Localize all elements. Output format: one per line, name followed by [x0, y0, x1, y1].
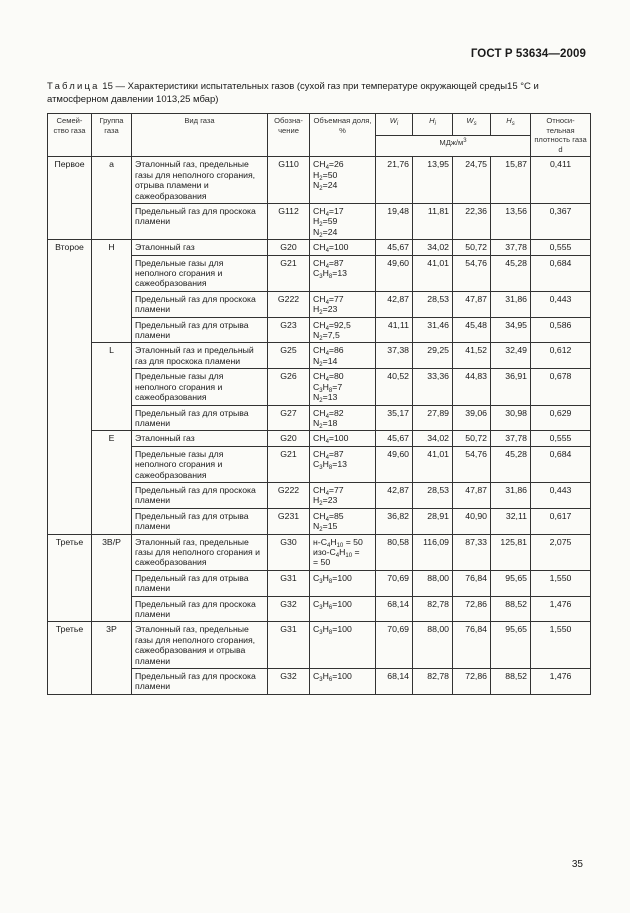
caption-label: Таблица	[47, 81, 100, 92]
value-hi: 27,89	[413, 405, 453, 431]
value-hi: 28,91	[413, 508, 453, 534]
value-density: 0,443	[531, 291, 591, 317]
value-hi: 82,78	[413, 669, 453, 695]
gas-code: G31	[268, 622, 310, 669]
value-hi: 41,01	[413, 255, 453, 291]
value-density: 1,476	[531, 669, 591, 695]
gas-kind: Эталонный газ и предельный газ для проскока пламени	[132, 343, 268, 369]
table-row	[48, 343, 591, 369]
gas-composition: $C_3H_8=100$	[310, 622, 376, 669]
gas-code: G222	[268, 482, 310, 508]
gas-code: G21	[268, 255, 310, 291]
gas-code: G23	[268, 317, 310, 343]
gas-code: G32	[268, 669, 310, 695]
value-density: 1,476	[531, 596, 591, 622]
gas-group: L	[92, 343, 132, 431]
value-wi: 21,76	[376, 157, 413, 204]
gas-kind: Эталонный газ	[132, 240, 268, 255]
gas-code: G27	[268, 405, 310, 431]
value-ws: 24,75	[453, 157, 491, 204]
value-wi: 68,14	[376, 669, 413, 695]
value-wi: 40,52	[376, 369, 413, 405]
value-hi: 88,00	[413, 622, 453, 669]
gas-code: G112	[268, 204, 310, 240]
value-wi: 45,67	[376, 240, 413, 255]
value-density: 0,612	[531, 343, 591, 369]
value-hs: 45,28	[491, 255, 531, 291]
value-wi: 45,67	[376, 431, 413, 446]
value-hi: 29,25	[413, 343, 453, 369]
value-hi: 28,53	[413, 291, 453, 317]
value-ws: 72,86	[453, 669, 491, 695]
gas-group: Е	[92, 431, 132, 534]
value-density: 0,678	[531, 369, 591, 405]
gas-kind: Предельный газ для проскока пламени	[132, 291, 268, 317]
value-density: 0,586	[531, 317, 591, 343]
gas-code: G31	[268, 570, 310, 596]
gas-composition: $CH_4=92,5$ $N_2=7,5$	[310, 317, 376, 343]
gas-kind: Эталонный газ, предельные газы для неполного сгорания и сажеобразования	[132, 534, 268, 570]
value-density: 0,555	[531, 431, 591, 446]
gas-composition: $C_3H_6=100$	[310, 596, 376, 622]
value-hs: 95,65	[491, 622, 531, 669]
gas-family: Третье	[48, 534, 92, 622]
table-row	[48, 240, 591, 255]
value-hs: 37,78	[491, 240, 531, 255]
gas-code: G30	[268, 534, 310, 570]
table-row	[48, 534, 591, 570]
gas-code: G231	[268, 508, 310, 534]
value-wi: 49,60	[376, 446, 413, 482]
gas-code: G222	[268, 291, 310, 317]
gas-kind: Предельный газ для отрыва пламени	[132, 405, 268, 431]
gas-composition: $CH_4=86$ $N_2=14$	[310, 343, 376, 369]
gas-composition: $CH_4=87$ $C_3H_8=13$	[310, 446, 376, 482]
gas-group: Н	[92, 240, 132, 343]
header-group: Группа газа	[92, 114, 132, 157]
gas-composition: $C_3H_8=100$	[310, 570, 376, 596]
gas-composition: $CH_4=80$ $C_3H_8=7$ $N_2=13$	[310, 369, 376, 405]
header-energy-unit: МДж/$м^3$	[376, 135, 531, 157]
value-hs: 13,56	[491, 204, 531, 240]
value-wi: 42,87	[376, 291, 413, 317]
gas-kind: Предельный газ для проскока пламени	[132, 482, 268, 508]
value-wi: 49,60	[376, 255, 413, 291]
value-hs: 15,87	[491, 157, 531, 204]
value-ws: 72,86	[453, 596, 491, 622]
gas-code: G21	[268, 446, 310, 482]
value-wi: 70,69	[376, 622, 413, 669]
value-wi: 68,14	[376, 596, 413, 622]
gas-composition: $C_3H_6=100$	[310, 669, 376, 695]
test-gases-table	[47, 113, 591, 695]
value-ws: 45,48	[453, 317, 491, 343]
header-density: Относи-тельная плотность газа d	[531, 114, 591, 157]
gas-family: Третье	[48, 622, 92, 694]
gas-kind: Эталонный газ, предельные газы для неполного сгорания, сажеобразования и отрыва пламени	[132, 622, 268, 669]
value-wi: 41,11	[376, 317, 413, 343]
header-family: Семей-ство газа	[48, 114, 92, 157]
gas-kind: Предельный газ для отрыва пламени	[132, 508, 268, 534]
gas-composition: $н-C_4H_{10} = 50$ изо-$C_4H_{10}$ = = 50	[310, 534, 376, 570]
gas-composition: $CH_4=77$ $H_2=23$	[310, 291, 376, 317]
value-wi: 35,17	[376, 405, 413, 431]
value-density: 1,550	[531, 570, 591, 596]
gas-code: G20	[268, 240, 310, 255]
gas-composition: $CH_4=100$	[310, 240, 376, 255]
value-density: 1,550	[531, 622, 591, 669]
value-ws: 41,52	[453, 343, 491, 369]
value-hs: 31,86	[491, 482, 531, 508]
gas-code: G25	[268, 343, 310, 369]
gas-group: a	[92, 157, 132, 240]
value-ws: 40,90	[453, 508, 491, 534]
value-ws: 50,72	[453, 240, 491, 255]
gas-composition: $CH_4=77$ $H_2=23$	[310, 482, 376, 508]
value-hs: 31,86	[491, 291, 531, 317]
gas-code: G26	[268, 369, 310, 405]
value-ws: 44,83	[453, 369, 491, 405]
value-wi: 37,38	[376, 343, 413, 369]
header-wi: $W_i$	[376, 114, 413, 136]
value-density: 0,629	[531, 405, 591, 431]
header-gas-kind: Вид газа	[132, 114, 268, 157]
gas-kind: Предельные газы для неполного сгорания и сажеобразования	[132, 255, 268, 291]
gas-composition: $CH_4=82$ $N_2=18$	[310, 405, 376, 431]
value-density: 2,075	[531, 534, 591, 570]
gas-code: G20	[268, 431, 310, 446]
value-hi: 41,01	[413, 446, 453, 482]
header-ws: $W_s$	[453, 114, 491, 136]
gas-code: G32	[268, 596, 310, 622]
value-hs: 32,11	[491, 508, 531, 534]
value-hs: 88,52	[491, 596, 531, 622]
table-row	[48, 622, 591, 669]
value-ws: 54,76	[453, 255, 491, 291]
value-density: 0,555	[531, 240, 591, 255]
value-wi: 80,58	[376, 534, 413, 570]
gas-kind: Предельный газ для отрыва пламени	[132, 317, 268, 343]
value-hi: 33,36	[413, 369, 453, 405]
value-hs: 30,98	[491, 405, 531, 431]
value-hs: 45,28	[491, 446, 531, 482]
header-hs: $H_s$	[491, 114, 531, 136]
value-hs: 32,49	[491, 343, 531, 369]
gas-group: 3Р	[92, 622, 132, 694]
gas-family: Второе	[48, 240, 92, 534]
value-density: 0,684	[531, 255, 591, 291]
table-row	[48, 157, 591, 204]
value-hs: 36,91	[491, 369, 531, 405]
header-hi: $H_i$	[413, 114, 453, 136]
caption-text: 15 — Характеристики испытательных газов (сухой газ при температуре окружающей среды15 °С и атмосферном давлении 1013,25 мбар)	[47, 81, 539, 105]
gas-composition: $CH_4=26$ $H_2=50$ $N_2=24$	[310, 157, 376, 204]
value-hi: 116,09	[413, 534, 453, 570]
value-ws: 54,76	[453, 446, 491, 482]
value-hs: 95,65	[491, 570, 531, 596]
value-ws: 39,06	[453, 405, 491, 431]
value-hi: 34,02	[413, 431, 453, 446]
table-body	[48, 157, 591, 694]
value-ws: 47,87	[453, 291, 491, 317]
value-hs: 34,95	[491, 317, 531, 343]
gas-group: 3В/Р	[92, 534, 132, 622]
value-hs: 37,78	[491, 431, 531, 446]
gas-kind: Предельные газы для неполного сгорания и сажеобразования	[132, 369, 268, 405]
value-hi: 88,00	[413, 570, 453, 596]
standard-number: ГОСТ Р 53634—2009	[470, 48, 586, 60]
gas-kind: Предельный газ для проскока пламени	[132, 669, 268, 695]
value-ws: 87,33	[453, 534, 491, 570]
gas-composition: $CH_4=85$ $N_2=15$	[310, 508, 376, 534]
page-number: 35	[571, 859, 583, 870]
gas-kind: Предельные газы для неполного сгорания и сажеобразования	[132, 446, 268, 482]
value-ws: 47,87	[453, 482, 491, 508]
value-density: 0,684	[531, 446, 591, 482]
value-wi: 19,48	[376, 204, 413, 240]
value-wi: 36,82	[376, 508, 413, 534]
gas-kind: Эталонный газ, предельные газы для неполного сгорания, отрыва пламени и сажеобразования	[132, 157, 268, 204]
header-volume-fraction: Объемная доля, %	[310, 114, 376, 157]
value-hi: 31,46	[413, 317, 453, 343]
gas-kind: Предельный газ для проскока пламени	[132, 204, 268, 240]
value-hs: 125,81	[491, 534, 531, 570]
value-density: 0,367	[531, 204, 591, 240]
table-caption	[47, 80, 587, 106]
value-ws: 76,84	[453, 570, 491, 596]
value-hs: 88,52	[491, 669, 531, 695]
value-hi: 82,78	[413, 596, 453, 622]
value-ws: 50,72	[453, 431, 491, 446]
gas-kind: Предельный газ для проскока пламени	[132, 596, 268, 622]
value-wi: 70,69	[376, 570, 413, 596]
gas-composition: $CH_4=100$	[310, 431, 376, 446]
gas-code: G110	[268, 157, 310, 204]
value-hi: 13,95	[413, 157, 453, 204]
gas-composition: $CH_4=17$ $H_2=59$ $N_2=24$	[310, 204, 376, 240]
value-ws: 22,36	[453, 204, 491, 240]
table-row	[48, 431, 591, 446]
value-hi: 28,53	[413, 482, 453, 508]
gas-kind: Эталонный газ	[132, 431, 268, 446]
gas-kind: Предельный газ для отрыва пламени	[132, 570, 268, 596]
gas-family: Первое	[48, 157, 92, 240]
gas-composition: $CH_4=87$ $C_3H_8=13$	[310, 255, 376, 291]
header-code: Обозна-чение	[268, 114, 310, 157]
value-density: 0,617	[531, 508, 591, 534]
value-density: 0,411	[531, 157, 591, 204]
value-density: 0,443	[531, 482, 591, 508]
value-ws: 76,84	[453, 622, 491, 669]
value-hi: 34,02	[413, 240, 453, 255]
value-wi: 42,87	[376, 482, 413, 508]
value-hi: 11,81	[413, 204, 453, 240]
